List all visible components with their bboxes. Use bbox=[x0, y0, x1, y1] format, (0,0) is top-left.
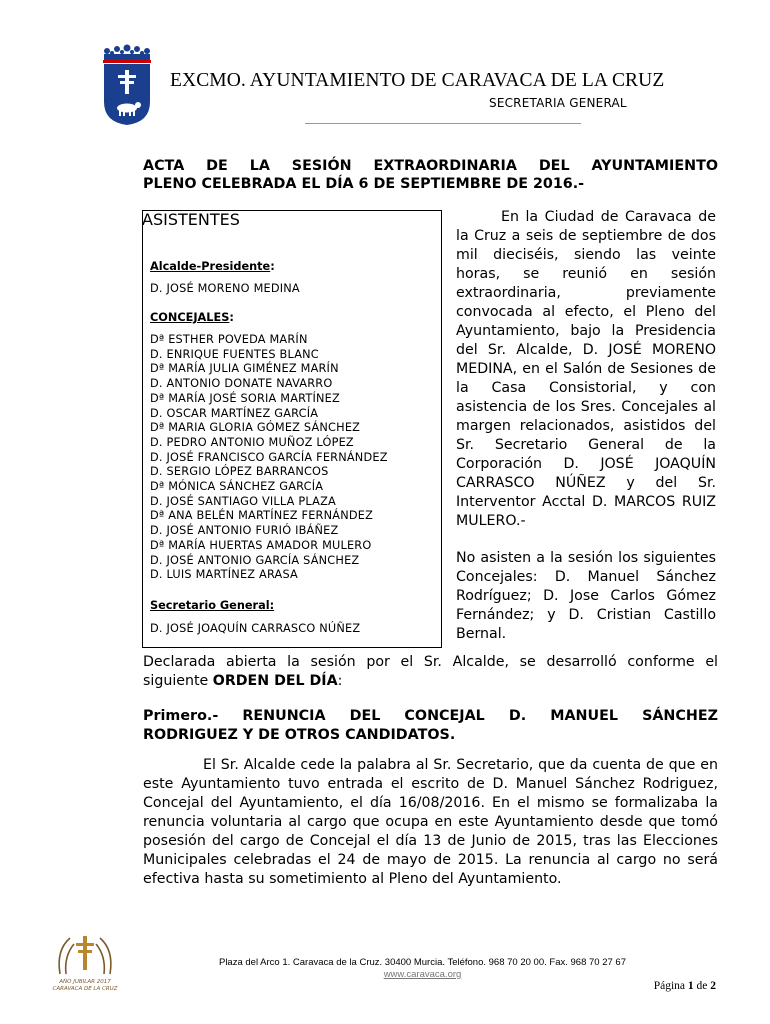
councillors-list bbox=[150, 333, 388, 583]
document-title bbox=[143, 157, 718, 193]
attendees-heading: ASISTENTES bbox=[142, 210, 240, 229]
mayor-label-text: Alcalde-Presidente bbox=[150, 260, 271, 273]
councillor-item: D. PEDRO ANTONIO MUÑOZ LÓPEZ bbox=[150, 435, 354, 449]
councillor-item: Dª ESTHER POVEDA MARÍN bbox=[150, 333, 308, 346]
councillor-item: D. ENRIQUE FUENTES BLANC bbox=[150, 347, 319, 361]
opening-suffix: : bbox=[337, 673, 343, 689]
page-current: 1 bbox=[687, 980, 694, 992]
municipal-crest-icon bbox=[98, 44, 156, 126]
opening-text: Declarada abierta la sesión por el Sr. Alcalde, se desarrolló conforme el siguiente bbox=[143, 654, 718, 689]
logo-text-line-1: AÑO JUBILAR 2017 bbox=[59, 979, 111, 985]
councillor-item: Dª MÓNICA SÁNCHEZ GARCÍA bbox=[150, 480, 324, 494]
department-name: SECRETARIA GENERAL bbox=[489, 96, 627, 110]
councillors-label: CONCEJALES: bbox=[150, 311, 234, 324]
councillor-item: D. JOSÉ FRANCISCO GARCÍA FERNÁNDEZ bbox=[150, 450, 388, 464]
councillor-item: Dª MARÍA JOSÉ SORIA MARTÍNEZ bbox=[150, 391, 340, 405]
councillor-item: D. LUIS MARTÍNEZ ARASA bbox=[150, 568, 298, 582]
councillor-item: Dª ANA BELÉN MARTÍNEZ FERNÁNDEZ bbox=[150, 509, 374, 523]
footer-website-link[interactable]: www.caravaca.org bbox=[383, 969, 462, 980]
councillor-item: D. ANTONIO DONATE NAVARRO bbox=[150, 377, 333, 391]
document-title-line-1: ACTA DE LA SESIÓN EXTRAORDINARIA DEL AYUNTAMIENTO bbox=[143, 158, 718, 174]
councillor-item: Dª MARÍA HUERTAS AMADOR MULERO bbox=[150, 538, 372, 552]
agenda-label: ORDEN DEL DÍA bbox=[212, 673, 338, 689]
agenda-item-1-heading-line-1: Primero.- RENUNCIA DEL CONCEJAL D. MANUEL SÁNCHEZ bbox=[143, 708, 718, 724]
councillor-item: Dª MARIA GLORIA GÓMEZ SÁNCHEZ bbox=[150, 421, 361, 435]
document-title-line-2: PLENO CELEBRADA EL DÍA 6 DE SEPTIEMBRE DE 2016.- bbox=[143, 176, 585, 192]
page-prefix: Página bbox=[653, 980, 688, 992]
secretary-label-text: Secretario General: bbox=[150, 599, 275, 612]
agenda-item-1-heading-line-2: RODRIGUEZ Y DE OTROS CANDIDATOS. bbox=[143, 726, 456, 743]
footer-address: Plaza del Arco 1. Caravaca de la Cruz. 30400 Murcia. Teléfono. 968 70 20 00. Fax. 968 70 27 67 bbox=[218, 957, 626, 968]
mayor-label: Alcalde-Presidente: bbox=[150, 260, 275, 273]
logo-text-line-2: CARAVACA DE LA CRUZ bbox=[52, 986, 118, 992]
secretary-label bbox=[150, 599, 274, 612]
agenda-item-1-body: El Sr. Alcalde cede la palabra al Sr. Secretario, que da cuenta de que en este Ayuntamiento tuvo entrada el escrito de D. Manuel Sánchez Rodriguez, Concejal del Ayuntamiento, el día 16/08/2016. En el mismo se formalizaba la renuncia voluntaria al cargo que ocupa en este Ayuntamiento desde que tomó posesión del cargo de Concejal el día 13 de Junio de 2015, tras las Elecciones Municipales celebradas el 24 de mayo de 2015. La renuncia al cargo no será efectiva hasta su sometimiento al Pleno del Ayuntamiento. bbox=[143, 757, 718, 887]
jubilee-year-logo-icon bbox=[52, 930, 118, 992]
absent-councillors-paragraph: No asisten a la sesión los siguientes Concejales: D. Manuel Sánchez Rodríguez; D. Jose Carlos Gómez Fernández; y D. Cristian Castillo Bernal. bbox=[456, 550, 716, 642]
intro-paragraph-1: En la Ciudad de Caravaca de la Cruz a seis de septiembre de dos mil dieciséis, siendo las veinte horas, se reunió en sesión extraordinaria, previamente convocada al efecto, el Pleno del Ayuntamiento, bajo la Presidencia del Sr. Alcalde, D. JOSÉ MORENO MEDINA, en el Salón de Sesiones de la Casa Consistorial, y con asistencia de los Sres. Concejales al margen relacionados, asistidos del Sr. Secretario General de la Corporación D. JOSÉ JOAQUÍN CARRASCO NÚÑEZ y del Sr. Interventor Acctal D. MARCOS RUIZ MULERO.- bbox=[456, 209, 716, 529]
councillors-label-text: CONCEJALES bbox=[150, 311, 230, 324]
secretary-name: D. JOSÉ JOAQUÍN CARRASCO NÚÑEZ bbox=[150, 622, 361, 635]
councillor-item: D. OSCAR MARTÍNEZ GARCÍA bbox=[150, 406, 319, 420]
header-divider bbox=[305, 123, 581, 124]
councillor-item: D. SERGIO LÓPEZ BARRANCOS bbox=[150, 465, 329, 479]
councillor-item: D. JOSÉ SANTIAGO VILLA PLAZA bbox=[150, 494, 336, 508]
page-number bbox=[654, 980, 716, 992]
session-intro bbox=[456, 208, 716, 644]
opening-paragraph bbox=[143, 653, 718, 691]
page-total: 2 bbox=[710, 980, 716, 992]
councillor-item: D. JOSÉ ANTONIO FURIÓ IBÁÑEZ bbox=[150, 524, 339, 538]
organization-title: EXCMO. AYUNTAMIENTO DE CARAVACA DE LA CRUZ bbox=[170, 70, 665, 91]
mayor-name: D. JOSÉ MORENO MEDINA bbox=[150, 282, 300, 295]
page-middle: de bbox=[693, 980, 711, 992]
agenda-item-1-heading bbox=[143, 707, 718, 744]
councillor-item: D. JOSÉ ANTONIO GARCÍA SÁNCHEZ bbox=[150, 553, 360, 567]
councillor-item: Dª MARÍA JULIA GIMÉNEZ MARÍN bbox=[150, 362, 339, 376]
